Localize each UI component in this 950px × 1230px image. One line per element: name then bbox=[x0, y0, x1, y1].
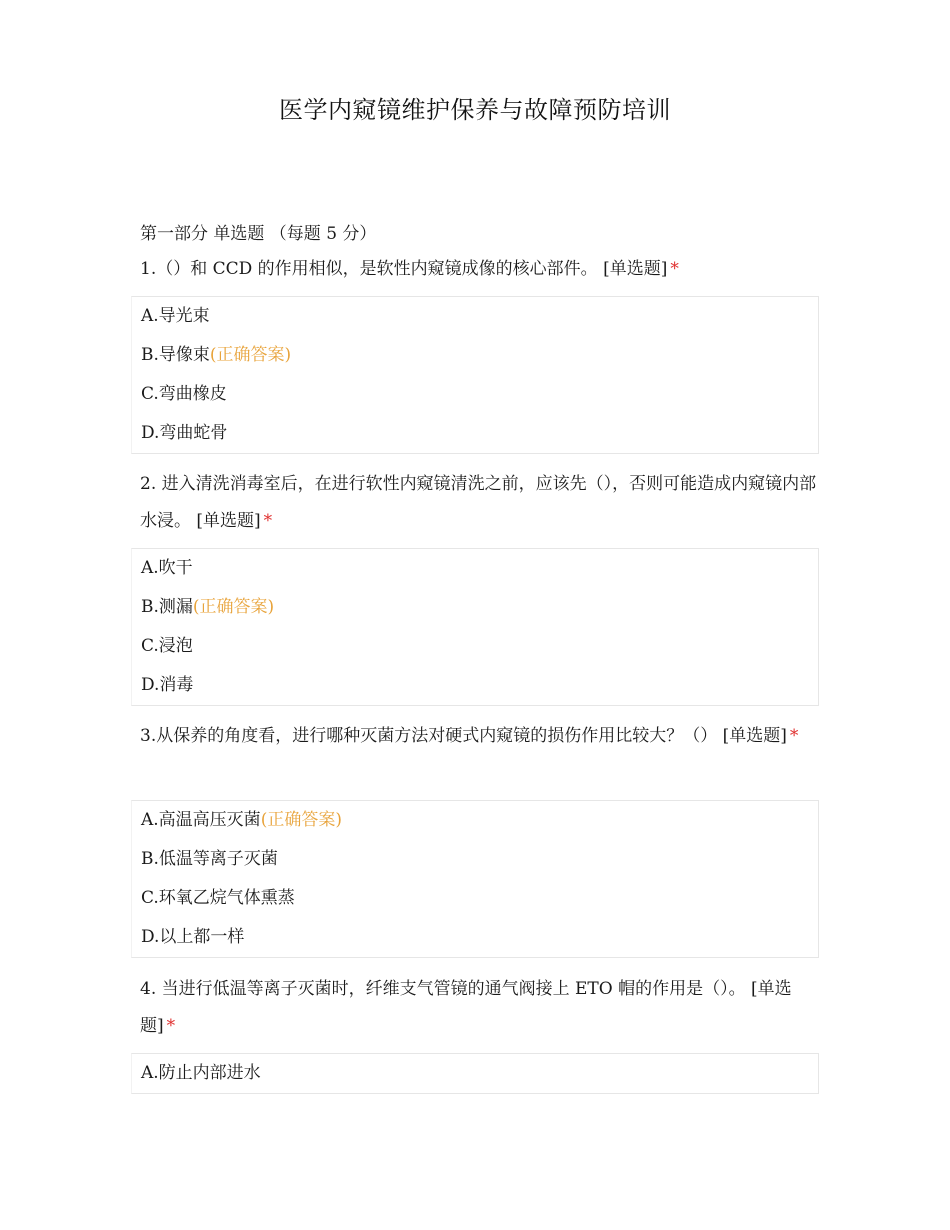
correct-answer-tag: (正确答案) bbox=[192, 597, 275, 617]
option-1a[interactable] bbox=[132, 297, 818, 336]
option-1b[interactable] bbox=[132, 336, 818, 375]
question-3 bbox=[140, 718, 820, 755]
option-2b[interactable] bbox=[132, 588, 818, 627]
option-label: B.低温等离子灭菌 bbox=[141, 849, 278, 869]
option-label: D.弯曲蛇骨 bbox=[141, 423, 228, 443]
option-label: B.测漏 bbox=[141, 597, 193, 617]
options-box-2 bbox=[131, 548, 819, 706]
options-box-1 bbox=[131, 296, 819, 454]
question-4 bbox=[140, 971, 820, 1045]
required-mark: * bbox=[166, 1016, 176, 1036]
required-mark: * bbox=[670, 259, 679, 279]
options-box-3 bbox=[131, 800, 819, 958]
option-1c[interactable] bbox=[132, 375, 818, 414]
option-label: D.以上都一样 bbox=[141, 927, 245, 947]
option-3c[interactable] bbox=[132, 879, 818, 918]
question-1 bbox=[140, 251, 820, 288]
option-label: D.消毒 bbox=[141, 675, 194, 695]
question-text: 1.（）和 CCD 的作用相似，是软性内窥镜成像的核心部件。 [单选题] bbox=[140, 259, 668, 279]
question-2 bbox=[140, 466, 820, 540]
option-label: A.防止内部进水 bbox=[141, 1063, 261, 1083]
section-heading: 第一部分 单选题 （每题 5 分） bbox=[140, 224, 377, 244]
question-text: 3.从保养的角度看，进行哪种灭菌方法对硬式内窥镜的损伤作用比较大？（） [单选题] bbox=[140, 726, 787, 746]
option-2d[interactable] bbox=[132, 666, 818, 705]
option-label: A.吹干 bbox=[141, 558, 193, 578]
correct-answer-tag: (正确答案) bbox=[209, 345, 292, 365]
option-3a[interactable] bbox=[132, 801, 818, 840]
option-label: C.浸泡 bbox=[141, 636, 193, 656]
correct-answer-tag: (正确答案) bbox=[260, 810, 342, 830]
option-label: A.高温高压灭菌 bbox=[141, 810, 261, 830]
page-title: 医学内窥镜维护保养与故障预防培训 bbox=[279, 96, 671, 124]
required-mark: * bbox=[263, 511, 273, 531]
option-2c[interactable] bbox=[132, 627, 818, 666]
option-3b[interactable] bbox=[132, 840, 818, 879]
option-3d[interactable] bbox=[132, 918, 818, 957]
option-label: C.弯曲橡皮 bbox=[141, 384, 227, 404]
option-label: A.导光束 bbox=[141, 306, 210, 326]
option-4a[interactable] bbox=[132, 1054, 818, 1093]
option-1d[interactable] bbox=[132, 414, 818, 453]
question-text: 4. 当进行低温等离子灭菌时，纤维支气管镜的通气阀接上 ETO 帽的作用是（）。 [单选题] bbox=[140, 979, 792, 1036]
question-text: 2. 进入清洗消毒室后，在进行软性内窥镜清洗之前，应该先（），否则可能造成内窥镜内部水浸。 [单选题] bbox=[140, 474, 817, 531]
option-2a[interactable] bbox=[132, 549, 818, 588]
option-label: B.导像束 bbox=[141, 345, 210, 365]
options-box-4 bbox=[131, 1053, 819, 1094]
option-label: C.环氧乙烷气体熏蒸 bbox=[141, 888, 295, 908]
required-mark: * bbox=[789, 726, 799, 746]
